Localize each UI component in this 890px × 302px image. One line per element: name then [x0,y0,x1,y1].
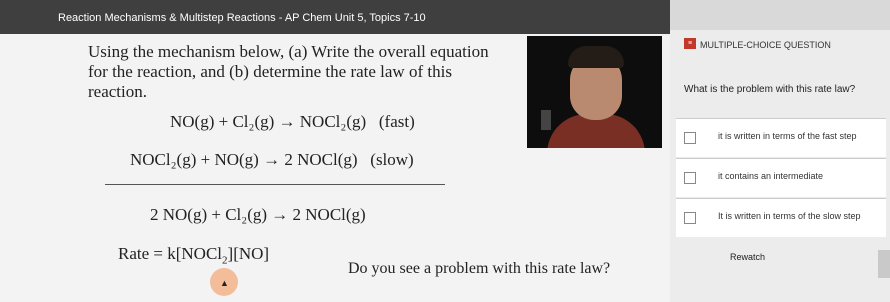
checkbox[interactable] [684,212,696,224]
answer-option-slow-step[interactable] [676,198,886,237]
microphone-icon [541,110,551,130]
mechanism-step-2-equation: NOCl₂(g) + NO(g) → 2 NOCl(g) [130,150,358,169]
question-type-label: MULTIPLE-CHOICE QUESTION [700,40,831,50]
answer-option-label: It is written in terms of the slow step [718,211,861,221]
rate-law-subscript: 2 [222,254,228,267]
panel-scrollbar[interactable] [878,250,890,278]
checkbox[interactable] [684,172,696,184]
mechanism-step-1 [170,112,415,132]
answer-option-intermediate[interactable] [676,158,886,197]
rate-law-prefix: Rate = k[NOCl [118,244,223,263]
checkbox[interactable] [684,132,696,144]
mechanism-step-1-tag: (fast) [378,112,415,131]
mechanism-step-2 [130,150,414,170]
rate-law-question: Do you see a problem with this rate law? [348,260,611,277]
sum-divider [105,184,445,185]
problem-intro: Using the mechanism below, (a) Write the overall equation for the reaction, and (b) determine the rate law of this reaction. [88,42,489,101]
answer-option-label: it is written in terms of the fast step [718,131,857,141]
rewatch-button[interactable]: Rewatch [730,252,766,262]
instructor-hair [568,46,624,68]
answer-option-label: it contains an intermediate [718,171,824,181]
cursor-icon: ▲ [220,278,229,288]
mechanism-step-1-equation: NO(g) + Cl₂(g) → NOCl₂(g) [170,112,367,131]
instructor-webcam [527,36,662,148]
answer-option-fast-step[interactable] [676,118,886,157]
video-title-bar [0,0,670,34]
rate-law-suffix: ][NO] [227,244,270,263]
question-prompt: What is the problem with this rate law? [684,84,856,95]
question-type-icon: ≡ [684,38,696,49]
overall-equation: 2 NO(g) + Cl₂(g) → 2 NOCl(g) [150,205,366,224]
rate-law [118,244,269,266]
video-title: Reaction Mechanisms & Multistep Reactions - AP Chem Unit 5, Topics 7-10 [58,12,426,24]
mechanism-step-2-tag: (slow) [370,150,414,169]
